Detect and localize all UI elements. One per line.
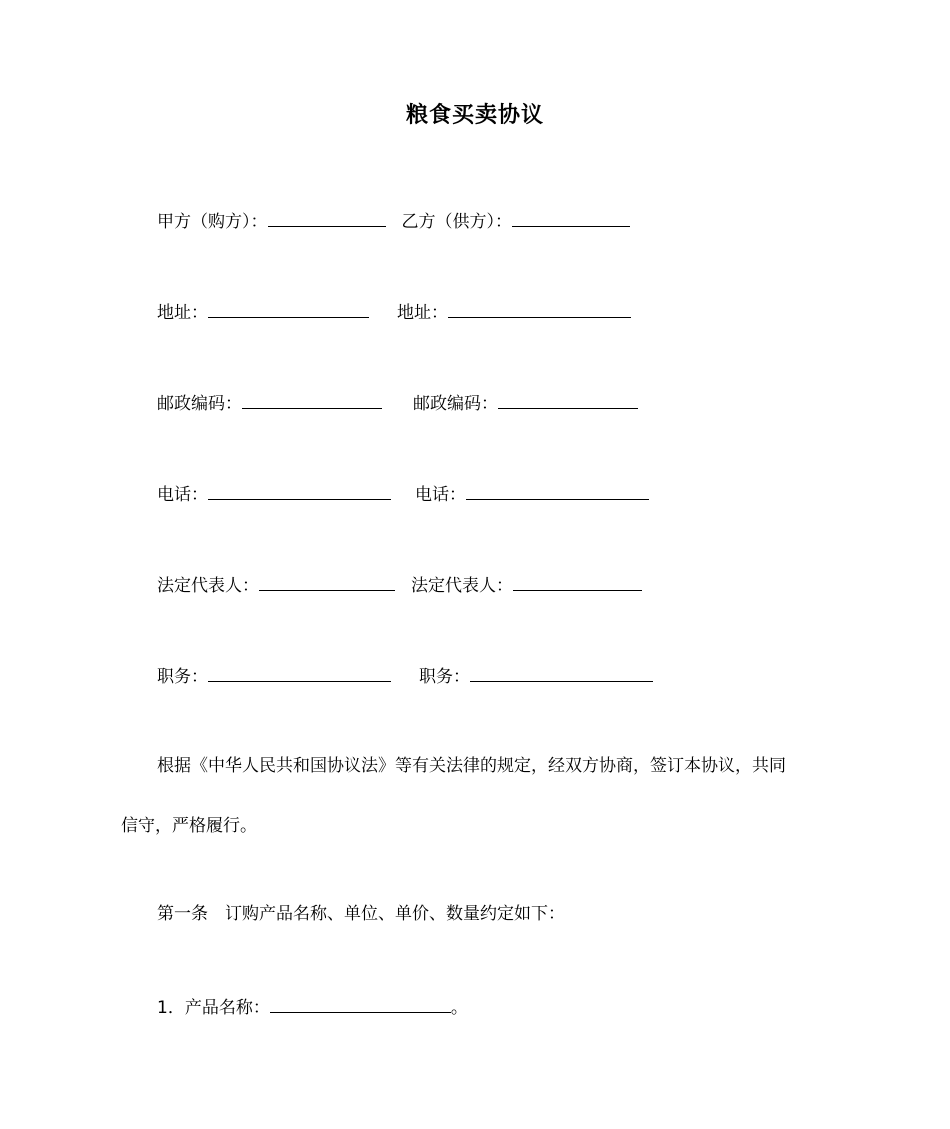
document-title: 粮食买卖协议 bbox=[405, 103, 544, 128]
address-row bbox=[157, 299, 631, 325]
legal-rep-label-a: 法定代表人： bbox=[157, 576, 259, 596]
address-b-blank[interactable] bbox=[448, 299, 631, 318]
position-a-blank[interactable] bbox=[208, 663, 391, 682]
party-a-blank[interactable] bbox=[268, 208, 386, 227]
postcode-label-a: 邮政编码： bbox=[157, 394, 242, 414]
phone-b-blank[interactable] bbox=[466, 481, 649, 500]
phone-label-a: 电话： bbox=[157, 485, 208, 505]
postcode-b-blank[interactable] bbox=[498, 390, 638, 409]
preamble-line-2: 信守，严格履行。 bbox=[121, 816, 257, 836]
party-row bbox=[157, 208, 630, 234]
item-1-row bbox=[157, 994, 468, 1020]
legal-rep-a-blank[interactable] bbox=[259, 572, 395, 591]
phone-label-b: 电话： bbox=[415, 485, 466, 505]
legal-rep-label-b: 法定代表人： bbox=[411, 576, 513, 596]
position-b-blank[interactable] bbox=[470, 663, 653, 682]
party-a-label: 甲方（购方）： bbox=[157, 212, 268, 232]
party-b-label: 乙方（供方）： bbox=[401, 212, 512, 232]
phone-a-blank[interactable] bbox=[208, 481, 391, 500]
article-1-heading: 第一条 订购产品名称、单位、单价、数量约定如下： bbox=[157, 904, 565, 924]
preamble-line-1: 根据《中华人民共和国协议法》等有关法律的规定，经双方协商，签订本协议，共同 bbox=[157, 756, 786, 776]
postcode-a-blank[interactable] bbox=[242, 390, 382, 409]
legal-rep-row bbox=[157, 572, 642, 598]
item-1-blank[interactable] bbox=[270, 994, 451, 1013]
address-label-a: 地址： bbox=[157, 303, 208, 323]
position-label-a: 职务： bbox=[157, 667, 208, 687]
phone-row bbox=[157, 481, 649, 507]
postcode-label-b: 邮政编码： bbox=[413, 394, 498, 414]
postcode-row bbox=[157, 390, 638, 416]
party-b-blank[interactable] bbox=[512, 208, 630, 227]
position-row bbox=[157, 663, 653, 689]
legal-rep-b-blank[interactable] bbox=[513, 572, 642, 591]
item-1-label: 1．产品名称： bbox=[157, 998, 270, 1018]
item-1-end: 。 bbox=[450, 998, 468, 1018]
address-a-blank[interactable] bbox=[208, 299, 369, 318]
position-label-b: 职务： bbox=[419, 667, 470, 687]
address-label-b: 地址： bbox=[397, 303, 448, 323]
